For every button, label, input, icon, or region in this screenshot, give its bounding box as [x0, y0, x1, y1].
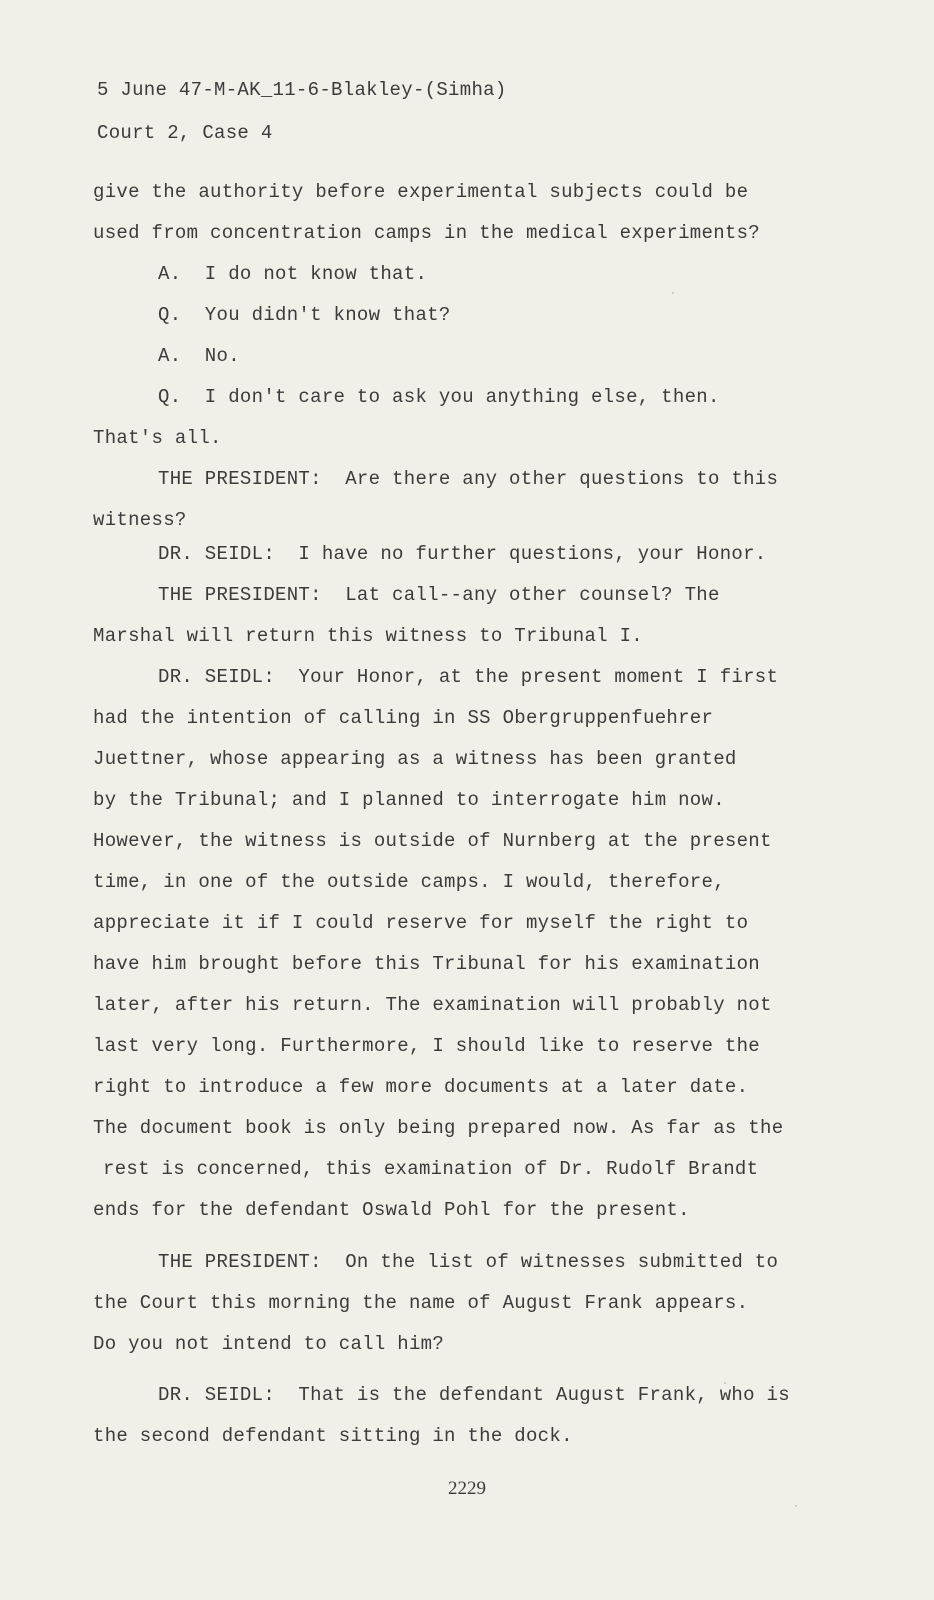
page-number: 2229: [448, 1478, 486, 1499]
text-line: Juettner, whose appearing as a witness has been granted: [93, 748, 737, 770]
text-line: Q. You didn't know that?: [158, 304, 451, 326]
text-line: the Court this morning the name of August Frank appears.: [93, 1292, 749, 1314]
text-line: THE PRESIDENT: On the list of witnesses submitted to: [158, 1251, 779, 1273]
text-line: appreciate it if I could reserve for myself the right to: [93, 912, 749, 934]
text-line: rest is concerned, this examination of Dr. Rudolf Brandt: [103, 1158, 759, 1180]
paper-speck: [672, 292, 674, 294]
text-line: DR. SEIDL: That is the defendant August Frank, who is: [158, 1384, 790, 1406]
header-line-2: Court 2, Case 4: [97, 122, 273, 144]
text-line: time, in one of the outside camps. I would, therefore,: [93, 871, 725, 893]
text-line: Do you not intend to call him?: [93, 1333, 445, 1355]
text-line: DR. SEIDL: Your Honor, at the present moment I first: [158, 666, 779, 688]
header-line-1: 5 June 47-M-AK_11-6-Blakley-(Simha): [97, 79, 507, 101]
text-line: used from concentration camps in the medical experiments?: [93, 222, 761, 244]
text-line: last very long. Furthermore, I should like to reserve the: [93, 1035, 761, 1057]
text-line: A. I do not know that.: [158, 263, 428, 285]
paper-speck: [795, 1505, 797, 1507]
text-line: Q. I don't care to ask you anything else, then.: [158, 386, 720, 408]
text-line: the second defendant sitting in the dock.: [93, 1425, 573, 1447]
text-line: A. No.: [158, 345, 240, 367]
text-line: have him brought before this Tribunal for his examination: [93, 953, 761, 975]
text-line: DR. SEIDL: I have no further questions, your Honor.: [158, 543, 767, 565]
text-line: The document book is only being prepared now. As far as the: [93, 1117, 784, 1139]
text-line: ends for the defendant Oswald Pohl for the present.: [93, 1199, 690, 1221]
text-line: THE PRESIDENT: Lat call--any other counsel? The: [158, 584, 720, 606]
text-line: give the authority before experimental subjects could be: [93, 181, 749, 203]
text-line: by the Tribunal; and I planned to interrogate him now.: [93, 789, 725, 811]
text-line: THE PRESIDENT: Are there any other questions to this: [158, 468, 779, 490]
text-line: That's all.: [93, 427, 222, 449]
text-line: had the intention of calling in SS Obergruppenfuehrer: [93, 707, 714, 729]
text-line: later, after his return. The examination will probably not: [93, 994, 772, 1016]
text-line: However, the witness is outside of Nurnberg at the present: [93, 830, 772, 852]
text-line: Marshal will return this witness to Tribunal I.: [93, 625, 643, 647]
text-line: witness?: [93, 509, 187, 531]
text-line: right to introduce a few more documents at a later date.: [93, 1076, 749, 1098]
paper-speck: [724, 1382, 726, 1384]
